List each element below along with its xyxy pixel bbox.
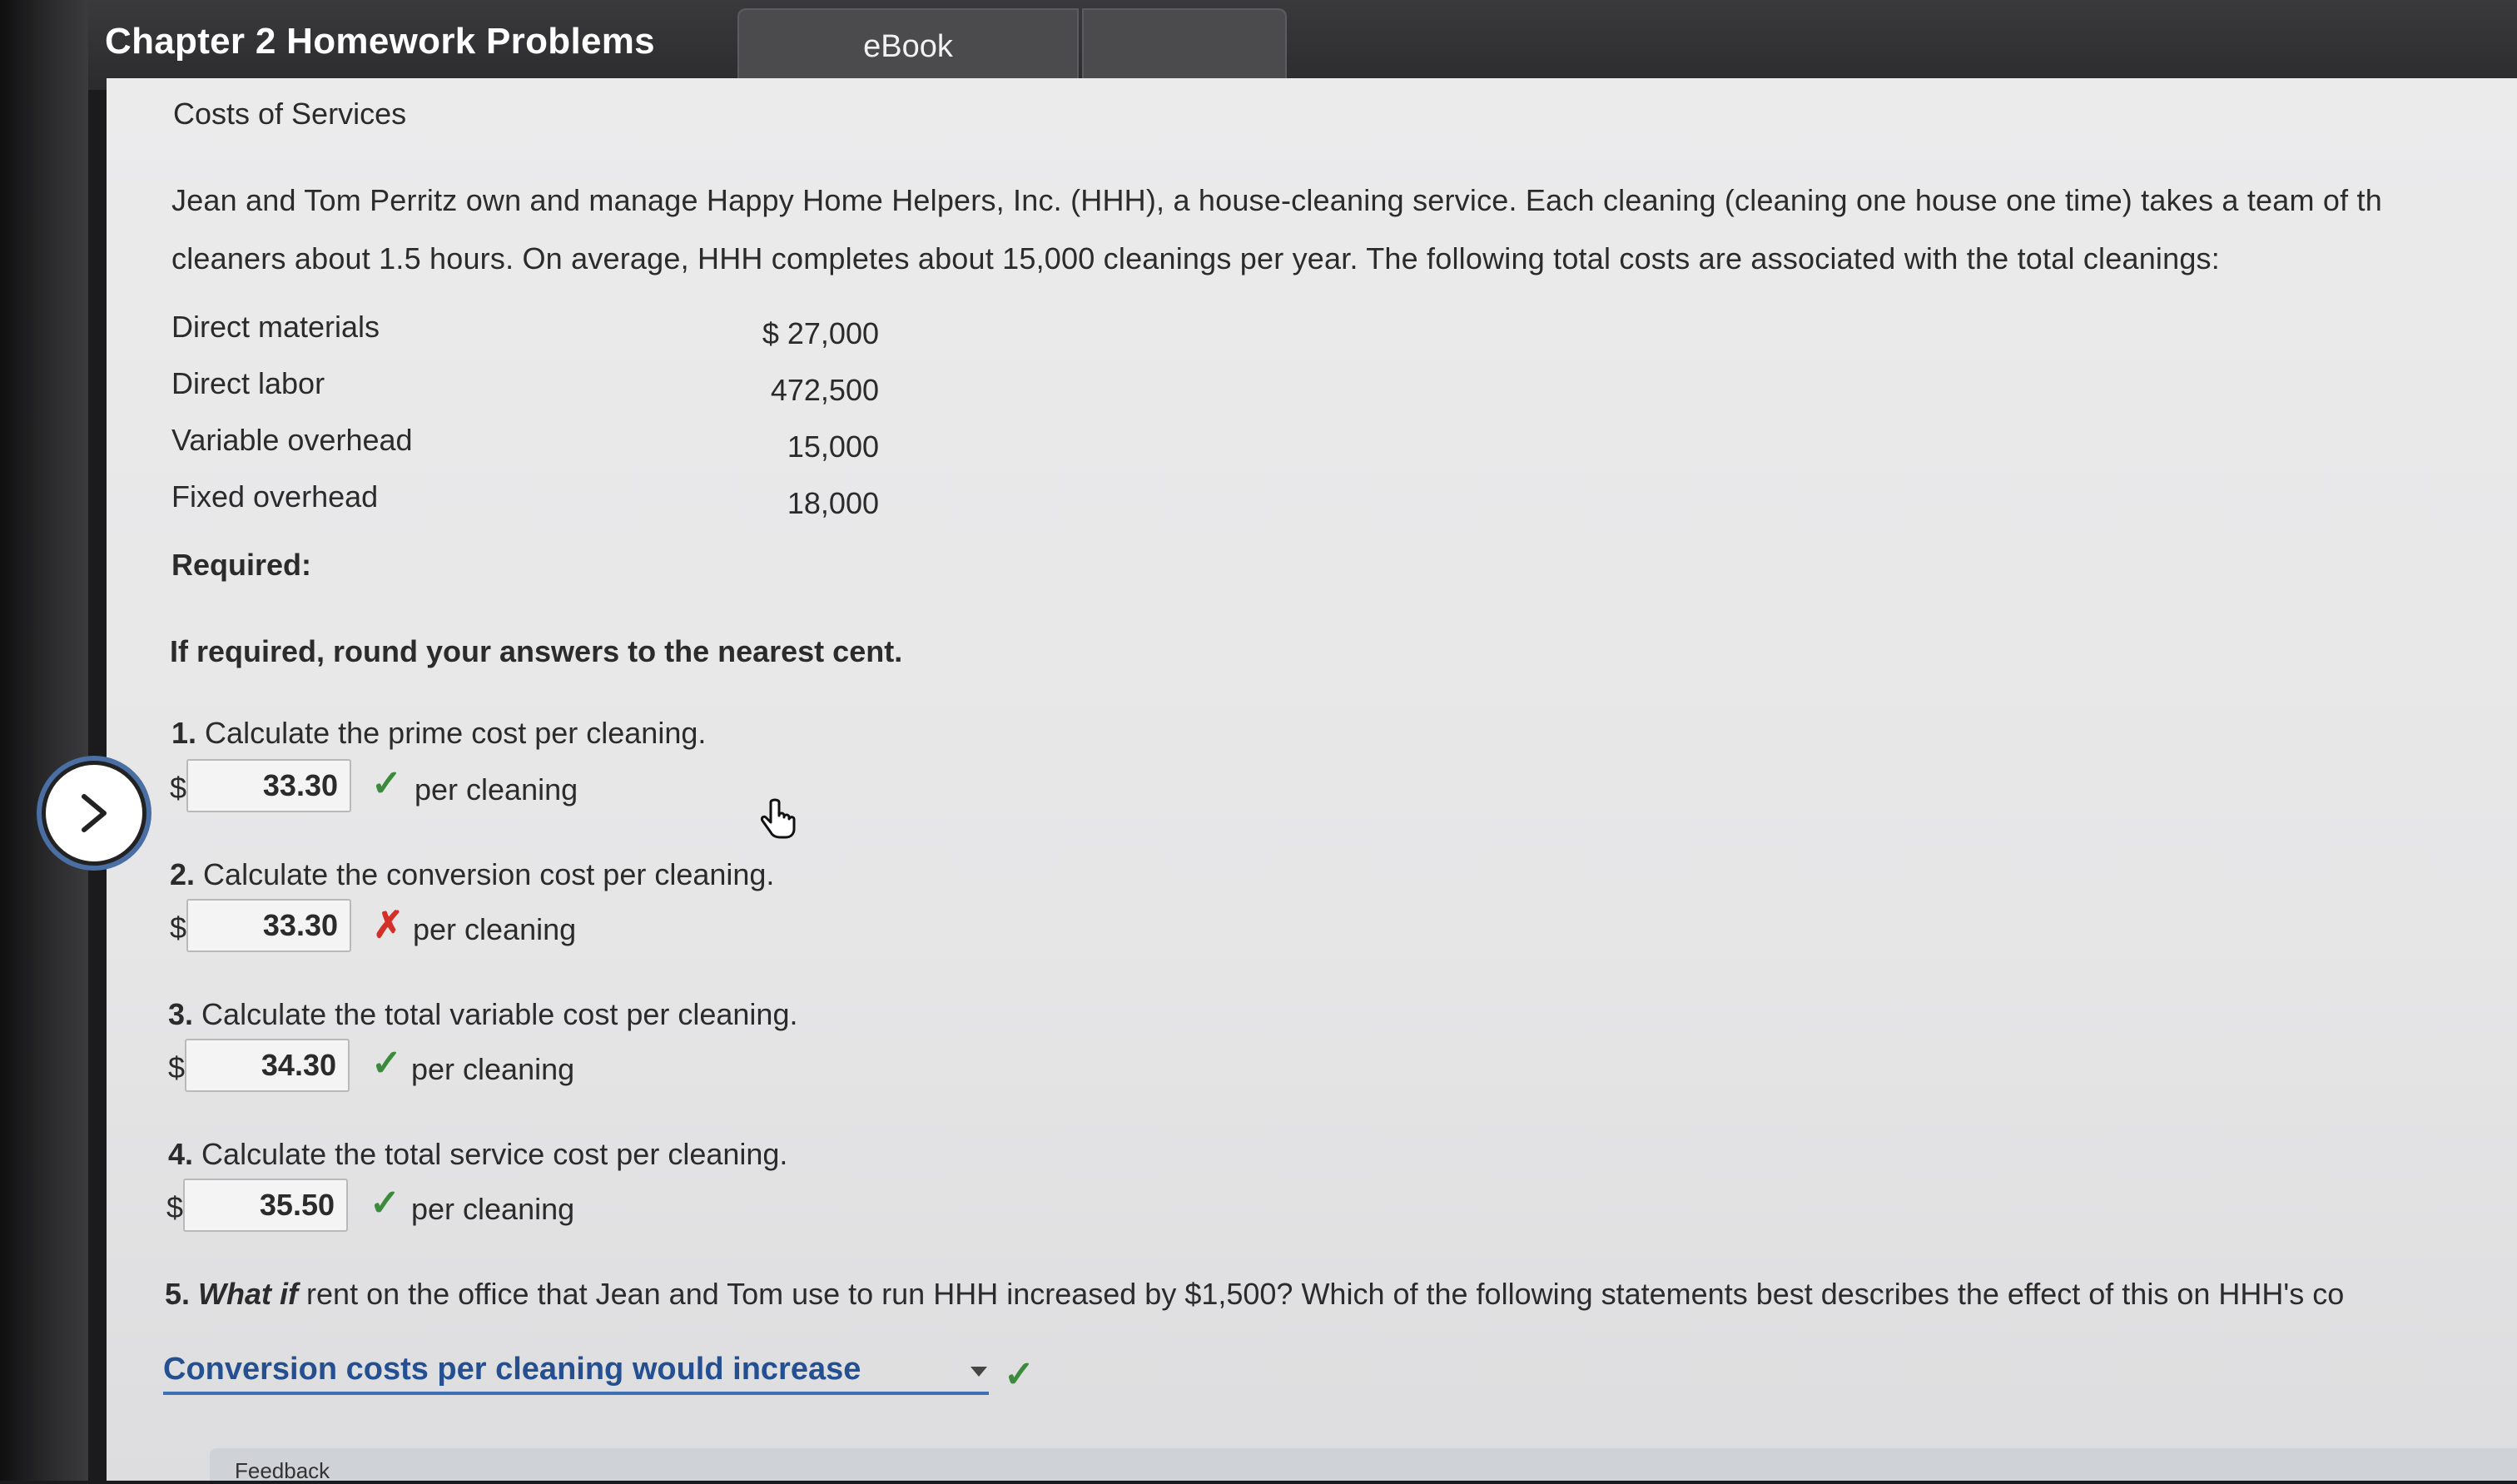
what-if-label: What if: [198, 1277, 299, 1311]
currency-symbol: $: [170, 911, 187, 945]
question-number: 5.: [165, 1277, 191, 1311]
unit-label: per cleaning: [411, 1052, 575, 1086]
check-icon: ✓: [370, 1183, 400, 1223]
answer-input-3[interactable]: 34.30: [185, 1039, 350, 1092]
question-text: rent on the office that Jean and Tom use to run HHH increased by $1,500? Which of the following statements best describes the effect of this on HHH's co: [298, 1277, 2345, 1311]
unit-label: per cleaning: [413, 912, 577, 946]
currency-symbol: $: [166, 1190, 184, 1224]
cost-label-variable-overhead: Variable overhead: [171, 423, 413, 457]
answer-input-2[interactable]: 33.30: [186, 899, 351, 952]
x-mark-icon: ✗: [373, 905, 404, 945]
answer-input-4[interactable]: 35.50: [183, 1179, 348, 1232]
problem-intro-line-2: cleaners about 1.5 hours. On average, HHH completes about 15,000 cleanings per year. The following total costs are associated with the total cleanings:: [171, 241, 2220, 275]
problem-title: Costs of Services: [173, 97, 407, 131]
question-text: Calculate the prime cost per cleaning.: [205, 716, 707, 750]
unit-label: per cleaning: [415, 772, 578, 807]
tab-ebook[interactable]: eBook: [737, 8, 1079, 83]
page-title: Chapter 2 Homework Problems: [105, 21, 655, 62]
selected-option: Conversion costs per cleaning would increase: [163, 1352, 861, 1387]
answer-select-5[interactable]: [163, 1352, 989, 1395]
currency-symbol: $: [170, 771, 187, 805]
question-4: [168, 1137, 787, 1172]
question-5: [165, 1277, 2344, 1312]
tab-blank[interactable]: [1082, 8, 1287, 83]
check-icon: ✓: [1004, 1354, 1035, 1395]
question-text: Calculate the conversion cost per cleaning.: [203, 857, 775, 891]
answer-input-1[interactable]: 33.30: [186, 759, 351, 812]
cost-label-direct-labor: Direct labor: [171, 366, 325, 400]
feedback-panel[interactable]: [210, 1448, 2517, 1481]
hand-cursor-icon: [756, 797, 802, 844]
unit-label: per cleaning: [411, 1192, 575, 1226]
dropdown-arrow-icon[interactable]: [971, 1367, 987, 1377]
cost-value-direct-materials: $ 27,000: [762, 316, 879, 350]
rounding-note: If required, round your answers to the nearest cent.: [170, 634, 903, 668]
question-text: Calculate the total variable cost per cleaning.: [201, 997, 798, 1031]
question-3: [168, 997, 797, 1032]
question-number: 3.: [168, 997, 194, 1031]
cost-value-variable-overhead: 15,000: [787, 429, 879, 464]
check-icon: ✓: [371, 763, 402, 804]
cost-value-direct-labor: 472,500: [770, 373, 879, 407]
currency-symbol: $: [168, 1050, 186, 1084]
question-1: [171, 716, 706, 751]
check-icon: ✓: [371, 1043, 402, 1084]
problem-intro-line-1: Jean and Tom Perritz own and manage Happy Home Helpers, Inc. (HHH), a house-cleaning service. Each cleaning (cleaning one house one time) takes a team of th: [171, 183, 2382, 217]
window-left-frame: [0, 0, 88, 1481]
cost-label-fixed-overhead: Fixed overhead: [171, 479, 379, 514]
cost-value-fixed-overhead: 18,000: [787, 486, 879, 520]
chevron-right-icon: [69, 788, 119, 838]
question-number: 2.: [170, 857, 196, 891]
question-text: Calculate the total service cost per cleaning.: [201, 1137, 788, 1171]
cost-label-direct-materials: Direct materials: [171, 310, 380, 344]
next-button[interactable]: [42, 761, 146, 866]
required-label: Required:: [171, 548, 312, 582]
feedback-label: Feedback: [235, 1458, 330, 1483]
question-number: 1.: [171, 716, 197, 750]
question-number: 4.: [168, 1137, 194, 1171]
question-2: [170, 857, 774, 892]
